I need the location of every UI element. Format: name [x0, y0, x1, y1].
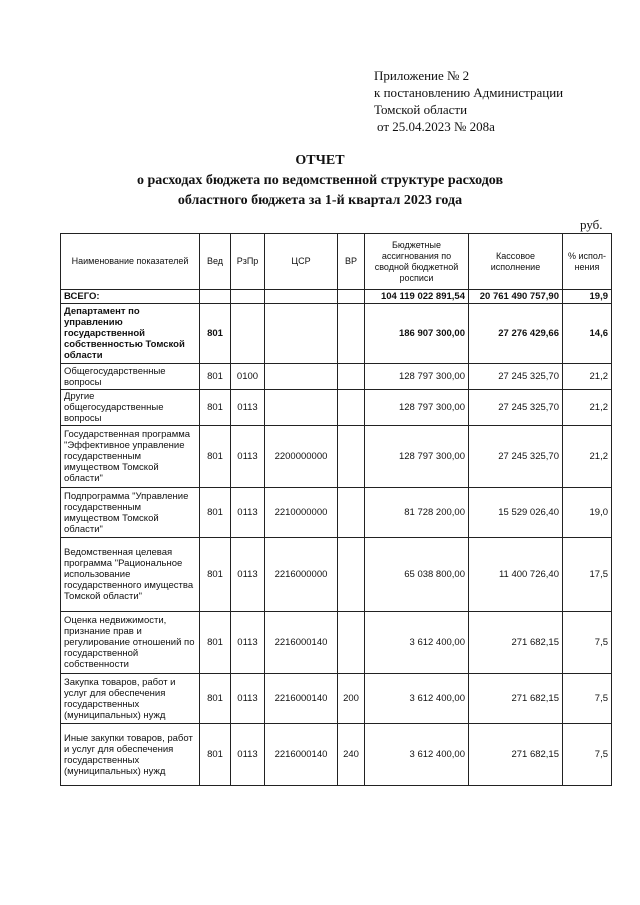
cell-rzpr: 0113: [231, 724, 265, 786]
cell-vr: [338, 426, 365, 488]
cell-rzpr: 0113: [231, 390, 265, 426]
expenditure-table: [60, 233, 612, 786]
title-line-1: ОТЧЕТ: [295, 153, 345, 168]
cell-pct: 21,2: [563, 364, 612, 390]
cell-cash: 271 682,15: [469, 674, 563, 724]
cell-pct: 21,2: [563, 390, 612, 426]
header-cash: Кассовое исполнение: [469, 234, 563, 290]
cell-budget: 186 907 300,00: [365, 304, 469, 364]
cell-csr: 2216000140: [265, 724, 338, 786]
cell-ved: 801: [200, 674, 231, 724]
table-row: [61, 724, 612, 786]
cell-ved: 801: [200, 724, 231, 786]
appendix-line-2: к постановлению Администрации: [374, 85, 564, 100]
table-row: [61, 290, 612, 304]
table-row: [61, 364, 612, 390]
cell-ved: 801: [200, 304, 231, 364]
cell-csr: 2216000140: [265, 674, 338, 724]
header-budget: Бюджетные ассигнования по сводной бюджетной росписи: [365, 234, 469, 290]
cell-rzpr: 0113: [231, 426, 265, 488]
cell-cash: 27 245 325,70: [469, 364, 563, 390]
cell-vr: [338, 538, 365, 612]
cell-cash: 27 245 325,70: [469, 426, 563, 488]
cell-ved: [200, 290, 231, 304]
header-ved: Вед: [200, 234, 231, 290]
cell-pct: 7,5: [563, 724, 612, 786]
cell-cash: 27 276 429,66: [469, 304, 563, 364]
title-line-3: областного бюджета за 1-й квартал 2023 года: [177, 193, 463, 208]
cell-csr: [265, 390, 338, 426]
currency-unit: руб.: [580, 217, 603, 232]
cell-pct: 19,0: [563, 488, 612, 538]
cell-budget: 3 612 400,00: [365, 674, 469, 724]
cell-ved: 801: [200, 390, 231, 426]
title-line-2: о расходах бюджета по ведомственной структуре расходов: [136, 173, 504, 188]
cell-name: Оценка недвижимости, признание прав и регулирование отношений по государственной собственности: [61, 612, 200, 674]
cell-rzpr: 0113: [231, 538, 265, 612]
cell-rzpr: 0113: [231, 488, 265, 538]
cell-pct: 7,5: [563, 612, 612, 674]
report-title: [0, 151, 640, 211]
table-row: [61, 304, 612, 364]
header-name: Наименование показателей: [61, 234, 200, 290]
cell-name: Государственная программа "Эффективное управление государственным имуществом Томской области": [61, 426, 200, 488]
cell-pct: 19,9: [563, 290, 612, 304]
cell-vr: [338, 390, 365, 426]
cell-pct: 7,5: [563, 674, 612, 724]
appendix-line-3: Томской области: [374, 102, 468, 117]
cell-cash: 15 529 026,40: [469, 488, 563, 538]
table-row: [61, 538, 612, 612]
cell-vr: [338, 364, 365, 390]
cell-budget: 128 797 300,00: [365, 426, 469, 488]
cell-budget: 3 612 400,00: [365, 724, 469, 786]
header-vr: ВР: [338, 234, 365, 290]
cell-rzpr: 0113: [231, 674, 265, 724]
cell-budget: 104 119 022 891,54: [365, 290, 469, 304]
table-row: [61, 612, 612, 674]
cell-name: Департамент по управлению государственной собственностью Томской области: [61, 304, 200, 364]
cell-ved: 801: [200, 426, 231, 488]
cell-name: Иные закупки товаров, работ и услуг для обеспечения государственных (муниципальных) нужд: [61, 724, 200, 786]
cell-rzpr: 0100: [231, 364, 265, 390]
cell-csr: [265, 304, 338, 364]
cell-vr: 240: [338, 724, 365, 786]
cell-budget: 3 612 400,00: [365, 612, 469, 674]
cell-cash: 20 761 490 757,90: [469, 290, 563, 304]
cell-csr: 2210000000: [265, 488, 338, 538]
table-row: [61, 674, 612, 724]
cell-vr: 200: [338, 674, 365, 724]
cell-cash: 271 682,15: [469, 724, 563, 786]
cell-pct: 14,6: [563, 304, 612, 364]
cell-name: Ведомственная целевая программа "Рациональное использование государственного имущества Томской области": [61, 538, 200, 612]
cell-vr: [338, 304, 365, 364]
header-rzpr: РзПр: [231, 234, 265, 290]
cell-ved: 801: [200, 612, 231, 674]
table-row: [61, 426, 612, 488]
header-csr: ЦСР: [265, 234, 338, 290]
cell-pct: 21,2: [563, 426, 612, 488]
cell-cash: 27 245 325,70: [469, 390, 563, 426]
table-row: [61, 488, 612, 538]
table-row: [61, 390, 612, 426]
cell-cash: 11 400 726,40: [469, 538, 563, 612]
table-header-row: [61, 234, 612, 290]
cell-name: Закупка товаров, работ и услуг для обеспечения государственных (муниципальных) нужд: [61, 674, 200, 724]
cell-budget: 128 797 300,00: [365, 364, 469, 390]
cell-vr: [338, 612, 365, 674]
cell-csr: 2216000140: [265, 612, 338, 674]
cell-ved: 801: [200, 488, 231, 538]
cell-csr: 2216000000: [265, 538, 338, 612]
cell-budget: 65 038 800,00: [365, 538, 469, 612]
cell-pct: 17,5: [563, 538, 612, 612]
cell-name: Общегосударственные вопросы: [61, 364, 200, 390]
cell-rzpr: [231, 290, 265, 304]
cell-name: ВСЕГО:: [61, 290, 200, 304]
cell-name: Другие общегосударственные вопросы: [61, 390, 200, 426]
cell-vr: [338, 488, 365, 538]
cell-rzpr: [231, 304, 265, 364]
header-pct: % испол-нения: [563, 234, 612, 290]
appendix-block: [374, 67, 614, 135]
appendix-line-1: Приложение № 2: [374, 68, 470, 83]
appendix-line-4: от 25.04.2023 № 208а: [377, 119, 495, 134]
cell-rzpr: 0113: [231, 612, 265, 674]
cell-budget: 81 728 200,00: [365, 488, 469, 538]
cell-cash: 271 682,15: [469, 612, 563, 674]
cell-vr: [338, 290, 365, 304]
cell-csr: [265, 290, 338, 304]
cell-ved: 801: [200, 538, 231, 612]
cell-ved: 801: [200, 364, 231, 390]
cell-csr: [265, 364, 338, 390]
cell-budget: 128 797 300,00: [365, 390, 469, 426]
cell-name: Подпрограмма "Управление государственным имуществом Томской области": [61, 488, 200, 538]
cell-csr: 2200000000: [265, 426, 338, 488]
